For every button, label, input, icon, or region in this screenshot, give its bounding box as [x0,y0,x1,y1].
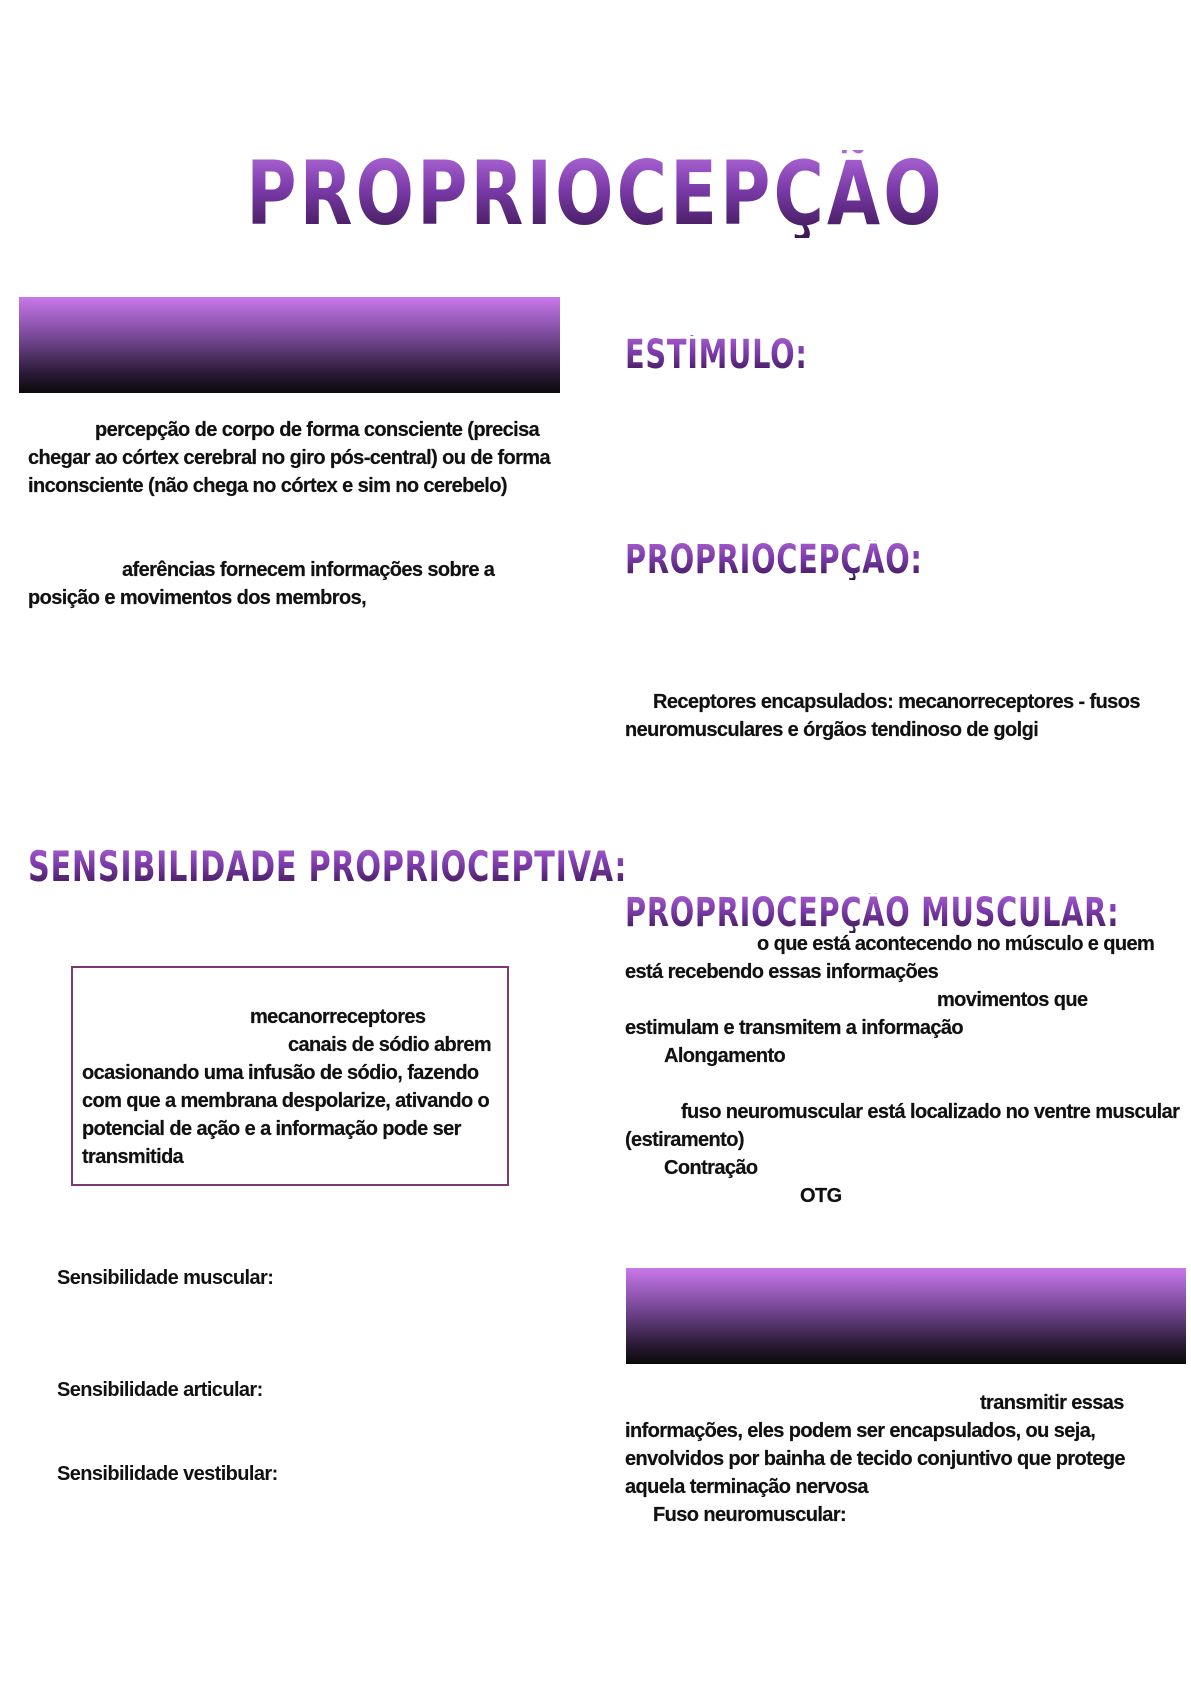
intro-paragraph-1 [28,416,563,500]
fuso-neuromuscular-label: Fuso neuromuscular: [653,1504,847,1526]
intro-text-1: percepção de corpo de forma consciente (precisa chegar ao córtex cerebral no giro pós-central) ou de forma inconsciente (não chega no córtex e sim no cerebelo) [28,419,551,497]
muscular-line-4: estimulam e transmitem a informação [625,1017,964,1039]
right-header-bar [626,1268,1186,1364]
left-header-bar [19,297,560,393]
bottom-paragraph: informações, eles podem ser encapsulados, ou seja, envolvidos por bainha de tecido conjuntivo que protege aquela terminação nervosa [625,1420,1125,1498]
muscular-line-8: Contração [664,1157,758,1179]
bottom-line-1: transmitir essas [980,1392,1124,1414]
sensibilidade-heading: SENSIBILIDADE PROPRIOCEPTIVA: [28,842,628,891]
estimulo-heading: ESTÍMULO: [625,332,808,378]
box-line-1: mecanorreceptores [250,1006,426,1028]
muscular-line-9: OTG [800,1185,842,1207]
muscular-line-6: fuso neuromuscular está localizado no ventre muscular [681,1101,1180,1123]
muscular-line-5: Alongamento [664,1045,786,1067]
propriocepcao-heading: PROPRIOCEPÇÃO: [625,537,923,583]
sensibilidade-muscular-label: Sensibilidade muscular: [57,1267,274,1289]
box-line-2: canais de sódio abrem [288,1034,492,1056]
sensibilidade-vestibular-label: Sensibilidade vestibular: [57,1463,278,1485]
intro-paragraph-2 [28,556,563,612]
muscular-line-3: movimentos que [937,989,1088,1011]
sensibilidade-articular-label: Sensibilidade articular: [57,1379,263,1401]
muscular-line-1: o que está acontecendo no músculo e quem [757,933,1155,955]
muscular-line-2: está recebendo essas informações [625,961,939,983]
propriocepcao-muscular-heading: PROPRIOCEPÇÃO MUSCULAR: [625,890,1120,936]
box-paragraph: ocasionando uma infusão de sódio, fazendo com que a membrana despolarize, ativando o potencial de ação e a informação pode ser transmitida [82,1062,490,1168]
receptores-paragraph: Receptores encapsulados: mecanorreceptores - fusos neuromusculares e órgãos tendinoso de golgi [625,691,1140,741]
intro-text-2: aferências fornecem informações sobre a posição e movimentos dos membros, [28,559,495,609]
page-title: PROPRIOCEPÇÃO [131,150,1060,238]
muscular-line-7: (estiramento) [625,1129,744,1151]
